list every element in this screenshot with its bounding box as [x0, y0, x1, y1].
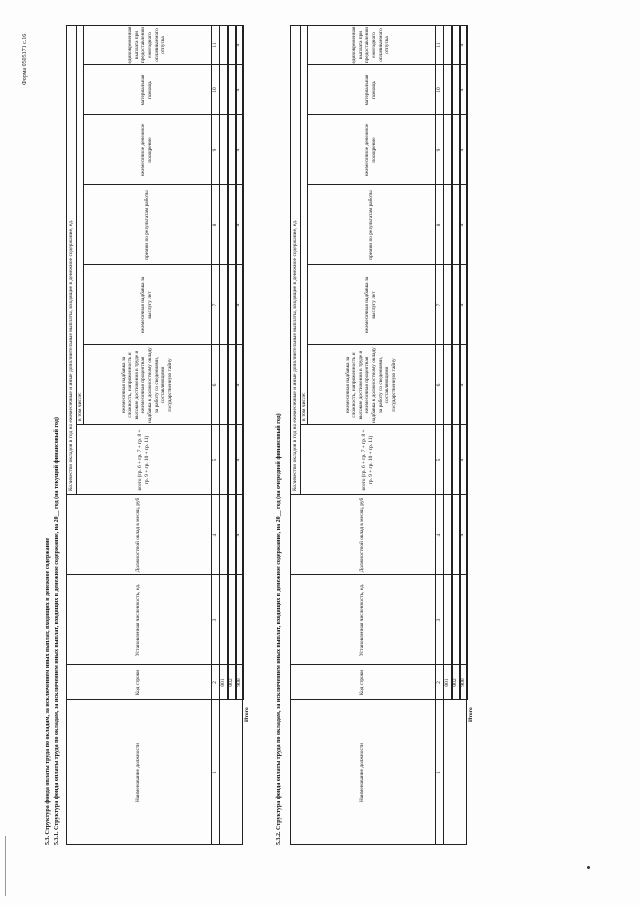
t2-col-number: 3 — [436, 618, 442, 622]
t2-col-number: 10 — [436, 87, 442, 93]
t2-x-mark: x — [459, 223, 465, 227]
t2-c6-header: ежемесячная надбавка за сложность, напряженность и высокие достижения в труде и ежемесячная процентная надбавка к должностному окладу за работу со сведениями, составляющими государственную тайну — [344, 347, 397, 423]
t1-col-number: 7 — [212, 303, 218, 307]
t2-x-mark: x — [459, 458, 465, 462]
t1-total-header: всего (гр. 6 + гр. 7 + гр. 8 + гр. 9 + гр. 10 + гр. 11) — [136, 429, 150, 491]
t1-c6-header: ежемесячная надбавка за сложность, напряженность и высокие достижения в труде и ежемесячная процентная надбавка к должностному окладу за работу со сведениями, составляющими государственную тайну — [120, 347, 173, 423]
t1-row-code: 900 — [236, 678, 242, 687]
t1-itogo-label: Итого — [244, 707, 250, 722]
t1-incl-line — [83, 25, 84, 425]
t2-c7-header: ежемесячная надбавка за выслугу лет — [364, 276, 377, 334]
sub1-title: 5.3.1. Структура фонда оплаты труда по окладам, за исключением иных выплат, входящих в денежное содержание, на 20__ год (на текущий финансовый год) — [54, 417, 60, 845]
t1-code-header: Код строки — [135, 669, 142, 696]
t2-x-mark: x — [459, 88, 465, 92]
t1-col-number: 8 — [212, 223, 218, 227]
t2-group-line — [300, 25, 301, 495]
t1-c8-header: премии по результатам работы — [143, 190, 150, 260]
t2-col-number: 5 — [436, 458, 442, 462]
t2-col-number: 8 — [436, 223, 442, 227]
t2-c9-header: ежемесячное денежное поощрение — [364, 123, 377, 177]
t1-col-number: 10 — [212, 87, 218, 93]
t1-col-number: 5 — [212, 458, 218, 462]
t2-row-code: 001 — [444, 678, 450, 687]
t2-x-mark: x — [459, 303, 465, 307]
t1-salary-header: Должностной оклад в месяц, руб — [135, 497, 142, 573]
t1-col-number: 6 — [212, 383, 218, 387]
t1-col-number: 4 — [212, 533, 218, 537]
t1-row-code: 002 — [228, 678, 234, 687]
t2-x-mark: x — [459, 43, 465, 47]
t1-x-mark: x — [235, 458, 241, 462]
t1-x-mark: x — [235, 223, 241, 227]
t2-staff-header: Установленная численность, ед. — [359, 583, 366, 657]
t1-group-header: Количество окладов в год на ежемесячные и иные дополнительные выплаты, входящие в денежное содержание, ед. — [68, 219, 74, 491]
t2-row-line — [451, 25, 453, 700]
t1-x-mark: x — [235, 533, 241, 537]
t2-row-code: 900 — [460, 678, 466, 687]
t1-col-number: 3 — [212, 618, 218, 622]
t1-position-header: Наименование должности — [135, 742, 142, 803]
t1-staff-header: Установленная численность, ед. — [135, 583, 142, 657]
t2-x-mark: x — [459, 533, 465, 537]
t2-col-number: 6 — [436, 383, 442, 387]
t1-c7-header: ежемесячная надбавка за выслугу лет — [140, 276, 153, 334]
t2-incl-line — [307, 25, 308, 425]
t2-code-header: Код строки — [359, 669, 366, 696]
t2-col-number: 7 — [436, 303, 442, 307]
t1-col-number: 2 — [212, 681, 218, 684]
t1-c9-header: ежемесячное денежное поощрение — [140, 123, 153, 177]
t2-incl-label: в том числе: — [301, 392, 307, 421]
t1-c10-header: материальная помощь — [140, 74, 153, 106]
t2-x-mark: x — [459, 148, 465, 152]
t2-num-line — [443, 25, 444, 845]
t2-itogo-label: Итого — [468, 707, 474, 722]
t1-col-number: 11 — [212, 42, 218, 48]
t1-row-line — [227, 25, 229, 700]
t2-col-number: 4 — [436, 533, 442, 537]
t2-c11-header: единовременная выплата при предоставлении ежегодного оплачиваемого отпуска — [351, 26, 391, 64]
sub2-title: 5.3.2. Структура фонда оплаты труда по окладам, за исключением иных выплат, входящих в денежное содержание, на 20__ год (на очередной финансовый год) — [276, 413, 282, 845]
t2-col-number: 9 — [436, 148, 442, 152]
t1-group-line — [76, 25, 77, 495]
t2-group-header: Количество окладов в год на ежемесячные и иные дополнительные выплаты, входящие в денежное содержание, ед. — [292, 219, 298, 491]
t2-x-mark: x — [459, 383, 465, 387]
t1-x-mark: x — [235, 148, 241, 152]
t1-row-line — [243, 25, 244, 700]
t2-col-number: 1 — [436, 771, 442, 774]
t1-col-number: 9 — [212, 148, 218, 152]
t2-salary-header: Должностной оклад в месяц, руб — [359, 497, 366, 573]
t1-x-mark: x — [235, 43, 241, 47]
t1-num-line — [219, 25, 220, 845]
t2-row-line — [467, 25, 468, 700]
scan-dot — [587, 866, 590, 869]
t2-row-code: 002 — [452, 678, 458, 687]
t1-x-mark: x — [235, 303, 241, 307]
t2-c10-header: материальная помощь — [364, 74, 377, 106]
t1-c11-header: единовременная выплата при предоставлении ежегодного оплачиваемого отпуска — [127, 26, 167, 64]
t1-col-number: 1 — [212, 771, 218, 774]
t2-position-header: Наименование должности — [359, 742, 366, 803]
t2-total-header: всего (гр. 6 + гр. 7 + гр. 8 + гр. 9 + гр. 10 + гр. 11) — [360, 429, 374, 491]
t2-col-number: 11 — [436, 42, 442, 48]
section-title: 5.3. Структура фонда оплаты труда по окладам, за исключением иных выплат, входящих в денежное содержание — [45, 537, 51, 845]
t1-incl-label: в том числе: — [77, 392, 83, 421]
t2-col-number: 2 — [436, 681, 442, 684]
t1-x-mark: x — [235, 383, 241, 387]
scan-edge-mark — [5, 836, 6, 896]
t2-c8-header: премии по результатам работы — [367, 190, 374, 260]
t1-x-mark: x — [235, 88, 241, 92]
t1-row-code: 001 — [220, 678, 226, 687]
form-id: Форма 0505171 с.16 — [22, 33, 28, 85]
